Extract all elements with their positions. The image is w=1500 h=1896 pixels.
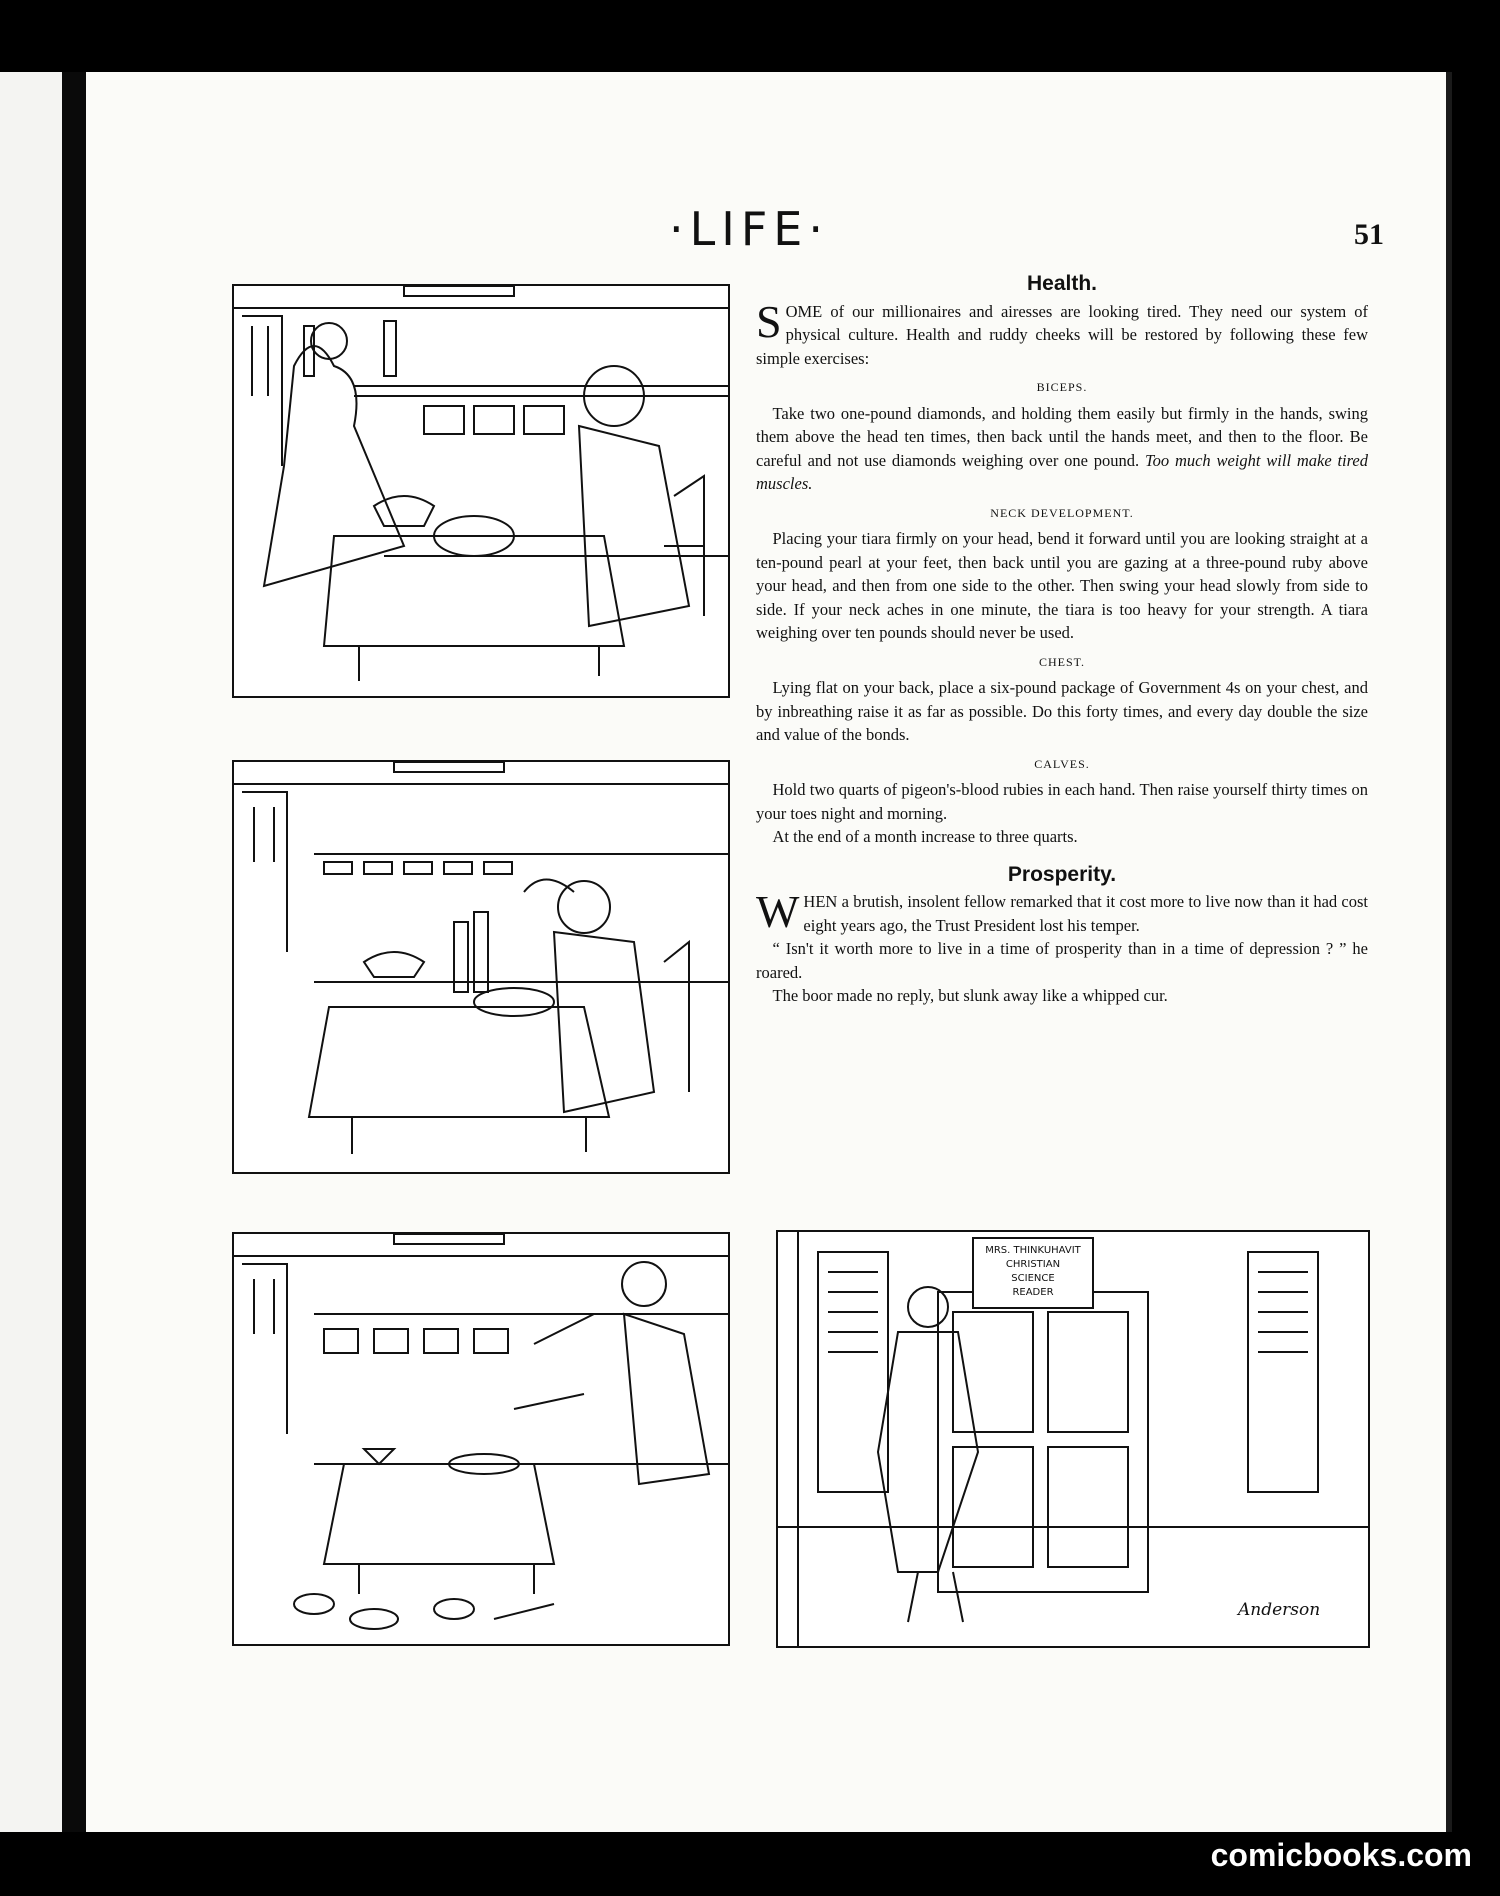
chest-heading: CHEST. xyxy=(1038,654,1086,669)
article-column xyxy=(756,272,1368,1008)
masthead: ·LIFE· xyxy=(669,202,829,256)
biceps-heading: BICEPS. xyxy=(1036,380,1088,394)
health-intro xyxy=(756,295,1368,371)
facing-page xyxy=(0,72,62,1832)
biceps-paragraph xyxy=(756,402,1368,496)
sign-line-4: READER xyxy=(1012,1287,1054,1298)
calves-text: Hold two quarts of pigeon's-blood rubies in each hand. Then raise yourself thirty times on your toes night and morning. xyxy=(756,780,1368,823)
sign-line-1: MRS. THINKUHAVIT xyxy=(985,1245,1081,1256)
biceps-text: Take two one-pound diamonds, and holding them easily but firmly in the hands, swing them above the head ten times, then back until the hands meet, and then to the floor. Be careful and not use diamonds weighing over one pound. xyxy=(756,403,1368,470)
health-title: Health. xyxy=(1026,272,1097,295)
artist-signature: Anderson xyxy=(1238,1600,1321,1620)
drop-cap-w: W xyxy=(756,886,800,937)
cartoon-panel-2 xyxy=(232,760,730,1174)
prosperity-p3 xyxy=(756,984,1368,1008)
neck-heading: NECK DEVELOPMENT. xyxy=(990,505,1134,520)
sign-line-3: SCIENCE xyxy=(1011,1273,1055,1284)
prosperity-p2 xyxy=(756,937,1368,984)
panel-2-drawing xyxy=(234,762,728,1172)
sign-line-2: CHRISTIAN xyxy=(1005,1259,1061,1270)
neck-text: Placing your tiara firmly on your head, bend it forward until you are looking straight at a ten-pound pearl at your feet, then back until you are gazing at a three-pound ruby above your head, and then from one side to the other. Then swing your head slowly from side to side. If your neck aches in one minute, the tiara is too heavy for your strength. A tiara weighing over ten pounds should never be used. xyxy=(756,529,1368,642)
cartoon-panel-4 xyxy=(776,1230,1370,1648)
neck-paragraph xyxy=(756,527,1368,645)
gutter xyxy=(62,72,86,1832)
prosperity-p3-text: The boor made no reply, but slunk away like a whipped cur. xyxy=(772,986,1168,1005)
calves-paragraph xyxy=(756,778,1368,825)
cartoon-panel-3 xyxy=(232,1232,730,1646)
panel-3-drawing xyxy=(234,1234,728,1644)
prosperity-p1-text: HEN a brutish, insolent fellow remarked that it cost more to live now than it had cost eight years ago, the Trust President lost his temper. xyxy=(803,892,1368,935)
calves-text-2: At the end of a month increase to three quarts. xyxy=(772,827,1078,846)
watermark: comicbooks.com xyxy=(1210,1837,1472,1873)
calves-heading: CALVES. xyxy=(1034,756,1090,771)
chest-text: Lying flat on your back, place a six-pound package of Government 4s on your chest, and by inbreathing raise it as far as possible. Do this forty times, and every day double the size and value of the bonds. xyxy=(756,678,1368,744)
page-edge xyxy=(1446,72,1452,1832)
calves-paragraph-2 xyxy=(756,825,1368,849)
magazine-page xyxy=(86,72,1446,1832)
page-number: 51 xyxy=(1354,218,1384,251)
panel-1-drawing xyxy=(234,286,728,696)
prosperity-p2-text: “ Isn't it worth more to live in a time of prosperity than in a time of depression ? ” he roared. xyxy=(756,939,1368,982)
reader-sign xyxy=(973,1238,1093,1300)
cartoon-panel-1 xyxy=(232,284,730,698)
health-intro-text: OME of our millionaires and airesses are looking tired. They need our system of physical culture. Health and ruddy cheeks will be restored by following these few simple exercises: xyxy=(756,301,1368,368)
chest-paragraph xyxy=(756,676,1368,747)
biceps-italic: Too much weight will make tired muscles. xyxy=(756,450,1368,493)
prosperity-title: Prosperity. xyxy=(1007,862,1117,886)
drop-cap-s: S xyxy=(756,295,782,347)
prosperity-p1 xyxy=(756,886,1368,937)
